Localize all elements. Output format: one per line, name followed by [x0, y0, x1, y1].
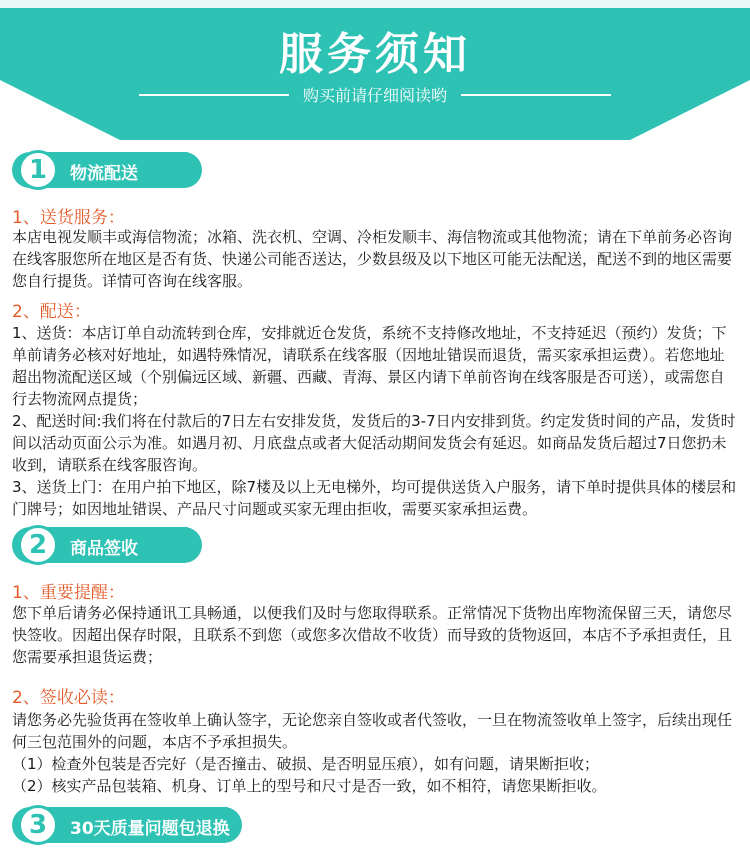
section-number-badge: 2	[18, 525, 58, 565]
subtitle-row	[0, 83, 750, 106]
subtitle-left-rule	[139, 94, 289, 96]
section-pill-tail	[162, 152, 188, 188]
paragraph-signing-notes	[12, 709, 738, 797]
paragraph-text: 3、送货上门：在用户拍下地区，除7楼及以上无电梯外，均可提供送货入户服务，请下单时提供具体的楼层和门牌号；如因地址错误、产品尺寸问题或买家无理由拒收，需要买家承担运费。	[12, 478, 737, 518]
paragraph-text: 本店电视发顺丰或海信物流；冰箱、洗衣机、空调、冷柜发顺丰、海信物流或其他物流；请在下单前务必咨询在线客服您所在地区是否有货、快递公司能否送达，少数县级及以下地区可能无法配送，配送不到的地区需要您自行提货。详情可咨询在线客服。	[12, 228, 733, 290]
paragraph-delivery-service	[12, 226, 738, 292]
paragraph-text: 1、送货：本店订单自动流转到仓库，安排就近仓发货，系统不支持修改地址，不支持延迟（预约）发货；下单前请务必核对好地址，如遇特殊情况，请联系在线客服（因地址错误而退货，需买家承担运费）。若您地址超出物流配送区域（个别偏远区域、新疆、西藏、青海、景区内请下单前咨询在线客服是否可送），或需您自行去物流网点提货；	[12, 324, 727, 408]
section-pill-tail	[162, 527, 188, 563]
section-title: 商品签收	[70, 539, 138, 559]
subheading-important-reminder: 1、重要提醒：	[12, 583, 125, 603]
paragraph-text: 请您务必先验货再在签收单上确认签字，无论您亲自签收或者代签收，一旦在物流签收单上签字，后续出现任何三包范围外的问题，本店不予承担损失。	[12, 711, 733, 751]
section-number-badge: 3	[18, 805, 58, 845]
header-banner	[0, 0, 750, 140]
section-number-badge: 1	[18, 150, 58, 190]
subtitle-right-rule	[461, 94, 611, 96]
section-header-logistics	[12, 152, 272, 188]
section-title: 物流配送	[70, 164, 138, 184]
paragraph-text: 2、配送时间:我们将在付款后的7日左右安排发货，发货后的3-7日内安排到货。约定发货时间的产品，发货时间以活动页面公示为准。如遇月初、月底盘点或者大促活动期间发货会有延迟。如商品发货后超过7日您扔未收到，请联系在线客服咨询。	[12, 412, 736, 474]
subheading-distribution: 2、配送：	[12, 302, 91, 322]
paragraph-text: 您下单后请务必保持通讯工具畅通，以便我们及时与您取得联系。正常情况下货物出库物流保留三天，请您尽快签收。因超出保存时限，且联系不到您（或您多次借故不收货）而导致的货物返回，本店不予承担责任，且您需要承担退货运费；	[12, 604, 733, 666]
subheading-delivery-service: 1、送货服务：	[12, 208, 125, 228]
section-header-signing	[12, 527, 272, 563]
banner-top-stripe	[0, 0, 750, 8]
page-subtitle: 购买前请仔细阅读哟	[302, 86, 447, 105]
paragraph-important-reminder	[12, 602, 738, 668]
paragraph-text: （2）核实产品包装箱、机身、订单上的型号和尺寸是否一致，如不相符，请您果断拒收。	[12, 777, 607, 795]
subheading-signing-notes: 2、签收必读：	[12, 688, 125, 708]
page-title: 服务须知	[279, 29, 471, 80]
paragraph-distribution	[12, 322, 738, 520]
paragraph-text: （1）检查外包装是否完好（是否撞击、破损、是否明显压痕），如有问题，请果断拒收；	[12, 755, 600, 773]
section-header-quality-return	[12, 807, 272, 843]
section-title: 30天质量问题包退换	[70, 819, 230, 839]
